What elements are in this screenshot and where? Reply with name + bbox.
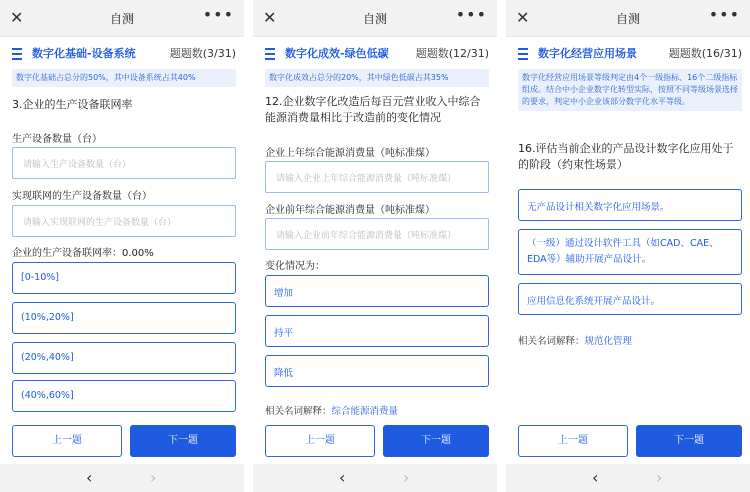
next-question-button[interactable]: 下一题	[130, 425, 236, 457]
option-label: (40%,60%]	[21, 390, 74, 401]
next-question-button[interactable]: 下一题	[383, 425, 489, 457]
option-item[interactable]	[12, 342, 236, 374]
phone-screen-3	[506, 0, 750, 492]
back-arrow-icon[interactable]: ‹	[339, 468, 346, 487]
question-text: 3.企业的生产设备联网率	[12, 98, 133, 111]
equipment-count-input[interactable]	[12, 147, 236, 179]
option-label: 增加	[274, 288, 294, 299]
option-item[interactable]	[518, 189, 742, 221]
weight-hint: 数字化经营应用场景等级判定由4个一级指标、16个二级指标组成。结合中小企业数字化转型实际，按照不同等级场景选择的要求，判定中小企业该部分数字化水平等级。	[518, 69, 742, 111]
phone-screen-1	[0, 0, 244, 492]
close-icon[interactable]: ✕	[516, 8, 530, 27]
option-label: （一级）通过设计软件工具（如CAD、CAE、EDA等）辅助开展产品设计。	[527, 238, 719, 265]
next-question-button[interactable]: 下一题	[636, 425, 742, 457]
option-label: (10%,20%]	[21, 312, 74, 323]
option-label: (20%,40%]	[21, 352, 74, 363]
more-icon[interactable]: •••	[202, 5, 234, 24]
option-decrease[interactable]	[265, 355, 489, 387]
bottom-actions	[253, 419, 497, 464]
title-bar	[253, 0, 497, 37]
field-label: 实现联网的生产设备数量（台）	[12, 191, 152, 202]
related-term-link[interactable]: 规范化管理	[584, 336, 633, 347]
related-terms	[518, 333, 632, 347]
prev-question-button[interactable]: 上一题	[265, 425, 375, 457]
question-header	[12, 45, 236, 65]
input-placeholder: 请输入实现联网的生产设备数量（台）	[23, 218, 177, 228]
related-term-link[interactable]: 综合能源消费量	[331, 406, 399, 417]
networked-equipment-input[interactable]	[12, 205, 236, 237]
last-year-energy-input[interactable]	[265, 161, 489, 193]
weight-hint: 数字化基础占总分的50%，其中设备系统占其40%	[12, 69, 236, 87]
question-header	[265, 45, 489, 65]
option-item[interactable]	[12, 380, 236, 412]
prev-question-button[interactable]: 上一题	[12, 425, 122, 457]
question-count: 题题数(16/31)	[668, 47, 742, 60]
input-placeholder: 请输入企业上年综合能源消费量（吨标准煤）	[276, 174, 457, 184]
related-label: 相关名词解释：	[265, 406, 332, 417]
menu-icon[interactable]	[518, 48, 528, 63]
forward-arrow-icon[interactable]: ›	[150, 468, 157, 487]
question-text: 12.企业数字化改造后每百元营业收入中综合能源消费量相比于改造前的变化情况	[265, 95, 481, 124]
option-item[interactable]	[518, 283, 742, 315]
close-icon[interactable]: ✕	[10, 8, 24, 27]
title-bar	[506, 0, 750, 37]
field-label: 生产设备数量（台）	[12, 134, 102, 145]
category-title: 数字化成效-绿色低碳	[285, 47, 389, 60]
input-placeholder: 请输入企业前年综合能源消费量（吨标准煤）	[276, 231, 457, 241]
browser-nav-bar	[253, 464, 497, 492]
prev-question-button[interactable]: 上一题	[518, 425, 628, 457]
option-label: 持平	[274, 328, 294, 339]
input-placeholder: 请输入生产设备数量（台）	[23, 160, 132, 170]
question-header	[518, 45, 742, 65]
related-terms	[265, 403, 398, 417]
related-label: 相关名词解释：	[518, 336, 585, 347]
browser-nav-bar	[506, 464, 750, 492]
title-bar	[0, 0, 244, 37]
menu-icon[interactable]	[12, 48, 22, 63]
option-item[interactable]	[518, 229, 742, 275]
browser-nav-bar	[0, 464, 244, 492]
phone-screen-2	[253, 0, 497, 492]
bottom-actions	[0, 419, 244, 464]
window-title: 自测	[109, 12, 134, 26]
question-content	[506, 37, 750, 419]
category-title: 数字化基础-设备系统	[32, 47, 136, 60]
question-count: 题题数(3/31)	[169, 47, 236, 60]
option-flat[interactable]	[265, 315, 489, 347]
forward-arrow-icon[interactable]: ›	[403, 468, 410, 487]
prior-year-energy-input[interactable]	[265, 218, 489, 250]
window-title: 自测	[615, 12, 640, 26]
question-count: 题题数(12/31)	[415, 47, 489, 60]
question-content	[253, 37, 497, 419]
window-title: 自测	[362, 12, 387, 26]
network-rate-text: 企业的生产设备联网率：0.00%	[12, 248, 154, 259]
close-icon[interactable]: ✕	[263, 8, 277, 27]
category-title: 数字化经营应用场景	[538, 47, 637, 60]
option-label: 应用信息化系统开展产品设计。	[527, 296, 661, 307]
change-label: 变化情况为：	[265, 261, 325, 272]
more-icon[interactable]: •••	[455, 5, 487, 24]
option-item[interactable]	[12, 302, 236, 334]
option-increase[interactable]	[265, 275, 489, 307]
bottom-actions	[506, 419, 750, 464]
menu-icon[interactable]	[265, 48, 275, 63]
question-content	[0, 37, 244, 419]
weight-hint: 数字化成效占总分的20%，其中绿色低碳占其35%	[265, 69, 489, 87]
back-arrow-icon[interactable]: ‹	[592, 468, 599, 487]
forward-arrow-icon[interactable]: ›	[656, 468, 663, 487]
option-label: [0-10%]	[21, 272, 59, 283]
back-arrow-icon[interactable]: ‹	[86, 468, 93, 487]
field-label: 企业前年综合能源消费量（吨标准煤）	[265, 205, 435, 216]
field-label: 企业上年综合能源消费量（吨标准煤）	[265, 148, 435, 159]
option-item[interactable]	[12, 262, 236, 294]
option-label: 降低	[274, 368, 294, 379]
more-icon[interactable]: •••	[708, 5, 740, 24]
option-label: 无产品设计相关数字化应用场景。	[527, 202, 670, 213]
question-text: 16.评估当前企业的产品设计数字化应用处于的阶段（约束性场景）	[518, 142, 734, 171]
